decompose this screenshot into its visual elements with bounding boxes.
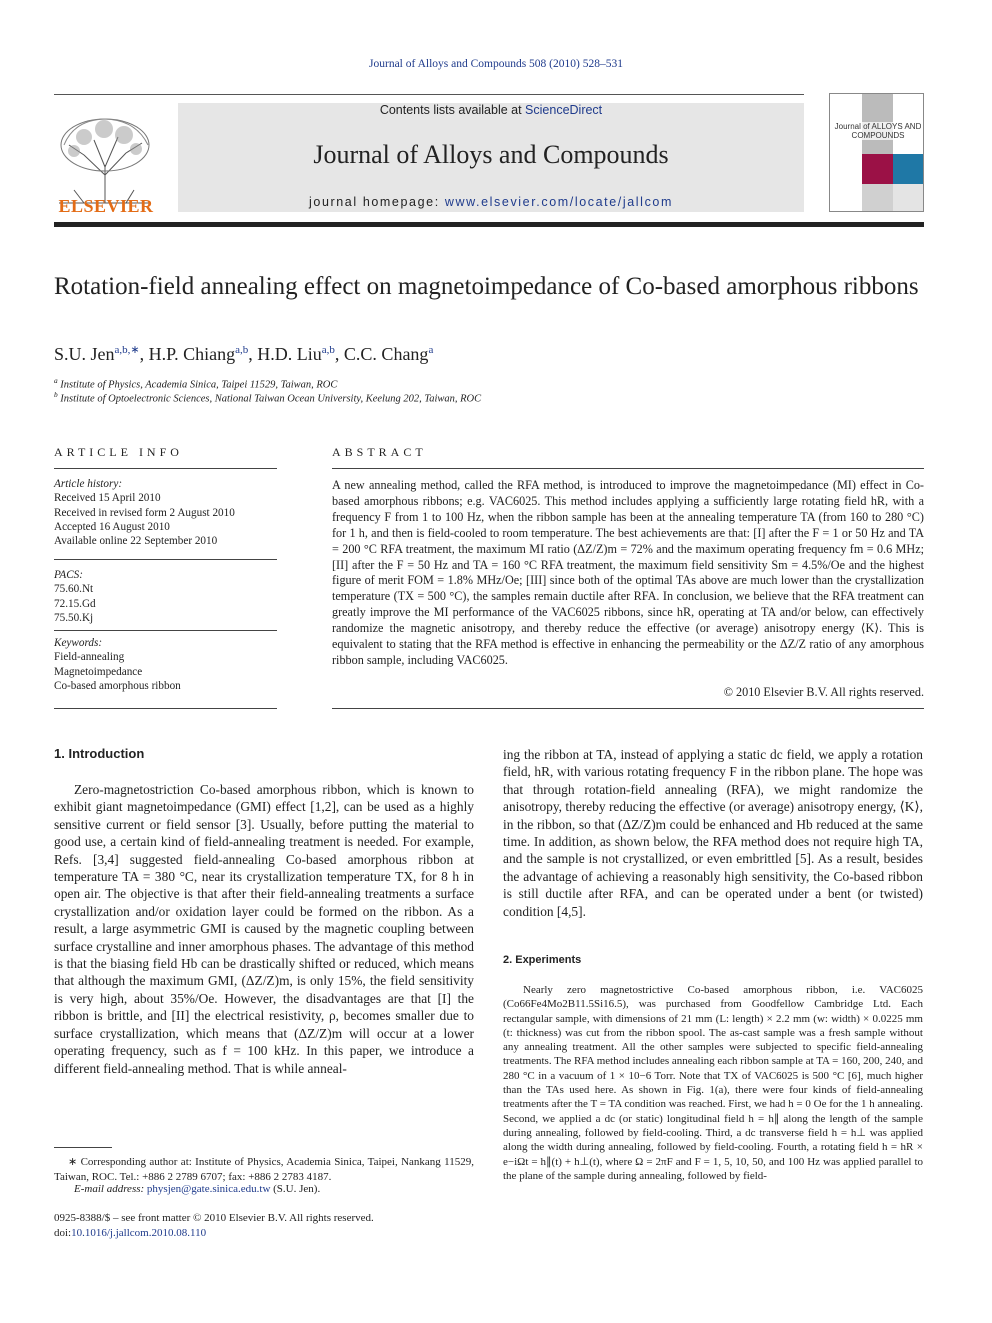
author-aff-mark[interactable]: a,b,∗ [114, 344, 140, 356]
homepage-label: journal homepage: [309, 195, 445, 209]
divider [332, 468, 924, 469]
affiliation: $^a$ Institute of Physics, Academia Sinica, Taipei 11529, Taiwan, ROC [54, 376, 338, 391]
footnote-rule [54, 1147, 112, 1148]
contents-prefix: Contents lists available at [379, 103, 526, 117]
issn-line: 0925-8388/$ – see front matter © 2010 Elsevier B.V. All rights reserved. [54, 1212, 374, 1224]
author-aff-mark[interactable]: a,b [235, 344, 249, 356]
email-label: E-mail address: [74, 1183, 147, 1195]
experiments-paragraph: Nearly zero magnetostrictive Co-based amorphous ribbon, i.e. VAC6025 (Co66Fe4Mo2B11.5Si16.5), was purchased from Goodfellow Cambridge Ltd. Each rectangular sample, with dimensions of 21 mm (L: length) × 2.2 mm (w: width) × 0.0225 mm (t: thickness) was cut from the ribbon spool. The as-cast sample was a fresh sample without any annealing treatment. All the other samples were subjected to specific field-annealing treatments. The RFA method includes annealing each ribbon sample at TA = 160, 200, 240, and 280 °C in a vacuum of 1 × 10−6 Torr. Note that TX of VAC6025 is 500 °C [6], much higher than the TAs used here. As shown in Fig. 1(a), there were four kinds of field-annealing treatments after the T = TA condition was reached. First, we had h = 0 Oe for the 1 h annealing. Second, we applied a dc (or static) longitudinal field h = h∥ along the length of the sample during annealing, followed by field-cooling. Third, a dc transverse field h = h⊥ was applied along the width during annealing, followed by field-cooling. Fourth, a rotating field h = hR × e−iΩt = h∥(t) + h⊥(t), where Ω = 2πF and F = 1, 5, 10, 50, and 100 Hz was applied parallel to the plane of the sample during annealing, followed by field- [503, 984, 923, 1182]
cover-title: Journal of ALLOYS AND COMPOUNDS [832, 122, 924, 140]
divider [54, 559, 277, 560]
journal-title: Journal of Alloys and Compounds [313, 140, 669, 169]
divider [54, 630, 277, 631]
author-list: S.U. Jen$^{a,b,∗}$, H.P. Chiang$^{a,b}$, H.D. Liu$^{a,b}$, C.C. Chang$^a$ [54, 344, 434, 364]
contents-line [178, 103, 804, 117]
journal-homepage-line [178, 195, 804, 209]
abstract-text: A new annealing method, called the RFA method, is introduced to improve the magnetoimpedance (MI) effect in Co-based amorphous ribbons; e.g. VAC6025. This method includes applying a sufficiently large rotating field hR, with a frequency F from 1 to 100 Hz, when the ribbon sample has been at the annealing temperature TA (from 160 to 280 °C) for 1 h, and then is field-cooled to room temperature. The best achievements are that: [I] after the F = 1 or 50 Hz and TA = 200 °C RFA treatment, the maximum MI ratio (ΔZ/Z)m = 72% and the maximum operating frequency fm = 0.6 MHz; [II] after the F = 50 Hz and TA = 160 °C RFA treatment, the maximum field sensitivity Sm = 4.5%/Oe and the highest figure of merit FOM = 1.8% MHz/Oe; [III] since both of the optimal TAs above are much lower than the crystallization temperature (TX = 500 °C), the samples remain ductile after RFA. In conclusion, we believe that the RFA treatment can greatly improve the MI performance of the VAC6025 ribbons, since hR, operating at TA and/or below, can effectively randomize the magnetic anisotropy, and thereby reduce the effective (or average) anisotropy energy ⟨K⟩. This is equivalent to stating that the RFA method is effective in enhancing the permeability or the ΔZ/Z ratio of any amorphous ribbon sample, including VAC6025. [332, 478, 924, 667]
sciencedirect-link[interactable]: ScienceDirect [525, 103, 603, 117]
corresponding-author-note: ∗ Corresponding author at: Institute of Physics, Academia Sinica, Taipei, Nankang 11529, Taiwan, ROC. Tel.: +886 2 2789 6707; fax: +886 2 2783 4187. [54, 1156, 474, 1183]
author-name: H.D. Liu [257, 344, 322, 364]
author-aff-mark[interactable]: a [428, 344, 434, 356]
email-suffix: (S.U. Jen). [270, 1183, 321, 1195]
divider [54, 468, 277, 469]
introduction-paragraph-continued: ing the ribbon at TA, instead of applying a static dc field, we apply a rotation field, hR, with various rotating frequency F in the ribbon plane. The hope was that through rotation-field annealing (RFA), we might randomize the anisotropy, thereby reducing the effective (or average) anisotropy energy, ⟨K⟩, in the ribbon, so that (ΔZ/Z)m could be enhanced and Hb reduced at the same time. In addition, as shown below, the RFA method does not require high TA, and the sample is not crystallized, or even embrittled [5]. As a result, besides the advantage of achieving a reasonably high sensitivity, the Co-based ribbon is still ductile after RFA, and can be operated under a bent (or twisted) condition [4,5]. [503, 747, 923, 919]
article-history: Article history: Received 15 April 2010 Received in revised form 2 August 2010 Accepted 16 August 2010 Available online 22 September 2010 [54, 478, 235, 548]
introduction-paragraph: Zero-magnetostriction Co-based amorphous ribbon, which is known to exhibit giant magnetoimpedance (GMI) effect [1,2], can be used as a highly sensitive current or field sensor [3]. Usually, before putting the material to good use, a certain kind of field-annealing treatment is needed. For example, Refs. [3,4] suggested field-annealing Co-based amorphous ribbon at temperature TA = 380 °C, near its crystallization temperature TX, for 8 h in open air. The objective is that after their field-annealing treatments a surface crystallization and/or oxidation layer could be formed on the ribbon. As a result, a large asymmetric GMI is caused by the magnetic coupling between surface crystalline and inner amorphous phases. The advantage of this method is that the biasing field Hb can be drastically shifted or reduced, which means that although the maximum GMI, (ΔZ/Z)m, is only 15%, the field sensitivity is very high, about 35%/Oe. However, the disadvantages are that [I] the ribbon is brittle, and [II] the electrical resistivity, ρ, becomes smaller due to surface crystallization, which means that (ΔZ/Z)m will occur at a lower operating frequency, such as f = 100 kHz. In this paper, we introduce a different field-annealing method. That is while anneal- [54, 782, 474, 1076]
article-info-heading: ARTICLE INFO [54, 445, 183, 459]
author-name: C.C. Chang [343, 344, 429, 364]
doi-line [54, 1227, 206, 1239]
author-aff-mark[interactable]: a,b [321, 344, 335, 356]
section-heading-introduction: 1. Introduction [54, 746, 145, 761]
journal-citation[interactable]: Journal of Alloys and Compounds 508 (2010) 528–531 [369, 58, 623, 70]
journal-cover-thumbnail[interactable] [829, 93, 924, 212]
article-title: Rotation-field annealing effect on magnetoimpedance of Co-based amorphous ribbons [54, 273, 919, 300]
email-line [74, 1183, 320, 1195]
header-thick-rule [54, 222, 924, 227]
author-name: H.P. Chiang [148, 344, 236, 364]
pacs-list: PACS: 75.60.Nt 72.15.Gd 75.50.Kj [54, 569, 96, 624]
abstract-copyright: © 2010 Elsevier B.V. All rights reserved. [723, 685, 924, 699]
abstract-heading: ABSTRACT [332, 445, 427, 459]
affiliation: $^b$ Institute of Optoelectronic Sciences, National Taiwan Ocean University, Keelung 202, Taiwan, ROC [54, 390, 482, 405]
author-name: S.U. Jen [54, 344, 115, 364]
keywords-list: Keywords: Field-annealing Magnetoimpedance Co-based amorphous ribbon [54, 637, 181, 692]
divider [332, 708, 924, 709]
header-rule [54, 94, 804, 95]
elsevier-wordmark: ELSEVIER [58, 196, 154, 216]
section-heading-experiments: 2. Experiments [503, 954, 582, 966]
email-link[interactable]: physjen@gate.sinica.edu.tw [146, 1183, 271, 1195]
divider [54, 708, 277, 709]
doi-label: doi: [54, 1227, 72, 1239]
homepage-link[interactable]: www.elsevier.com/locate/jallcom [444, 195, 673, 209]
doi-link[interactable]: 10.1016/j.jallcom.2010.08.110 [71, 1227, 207, 1239]
